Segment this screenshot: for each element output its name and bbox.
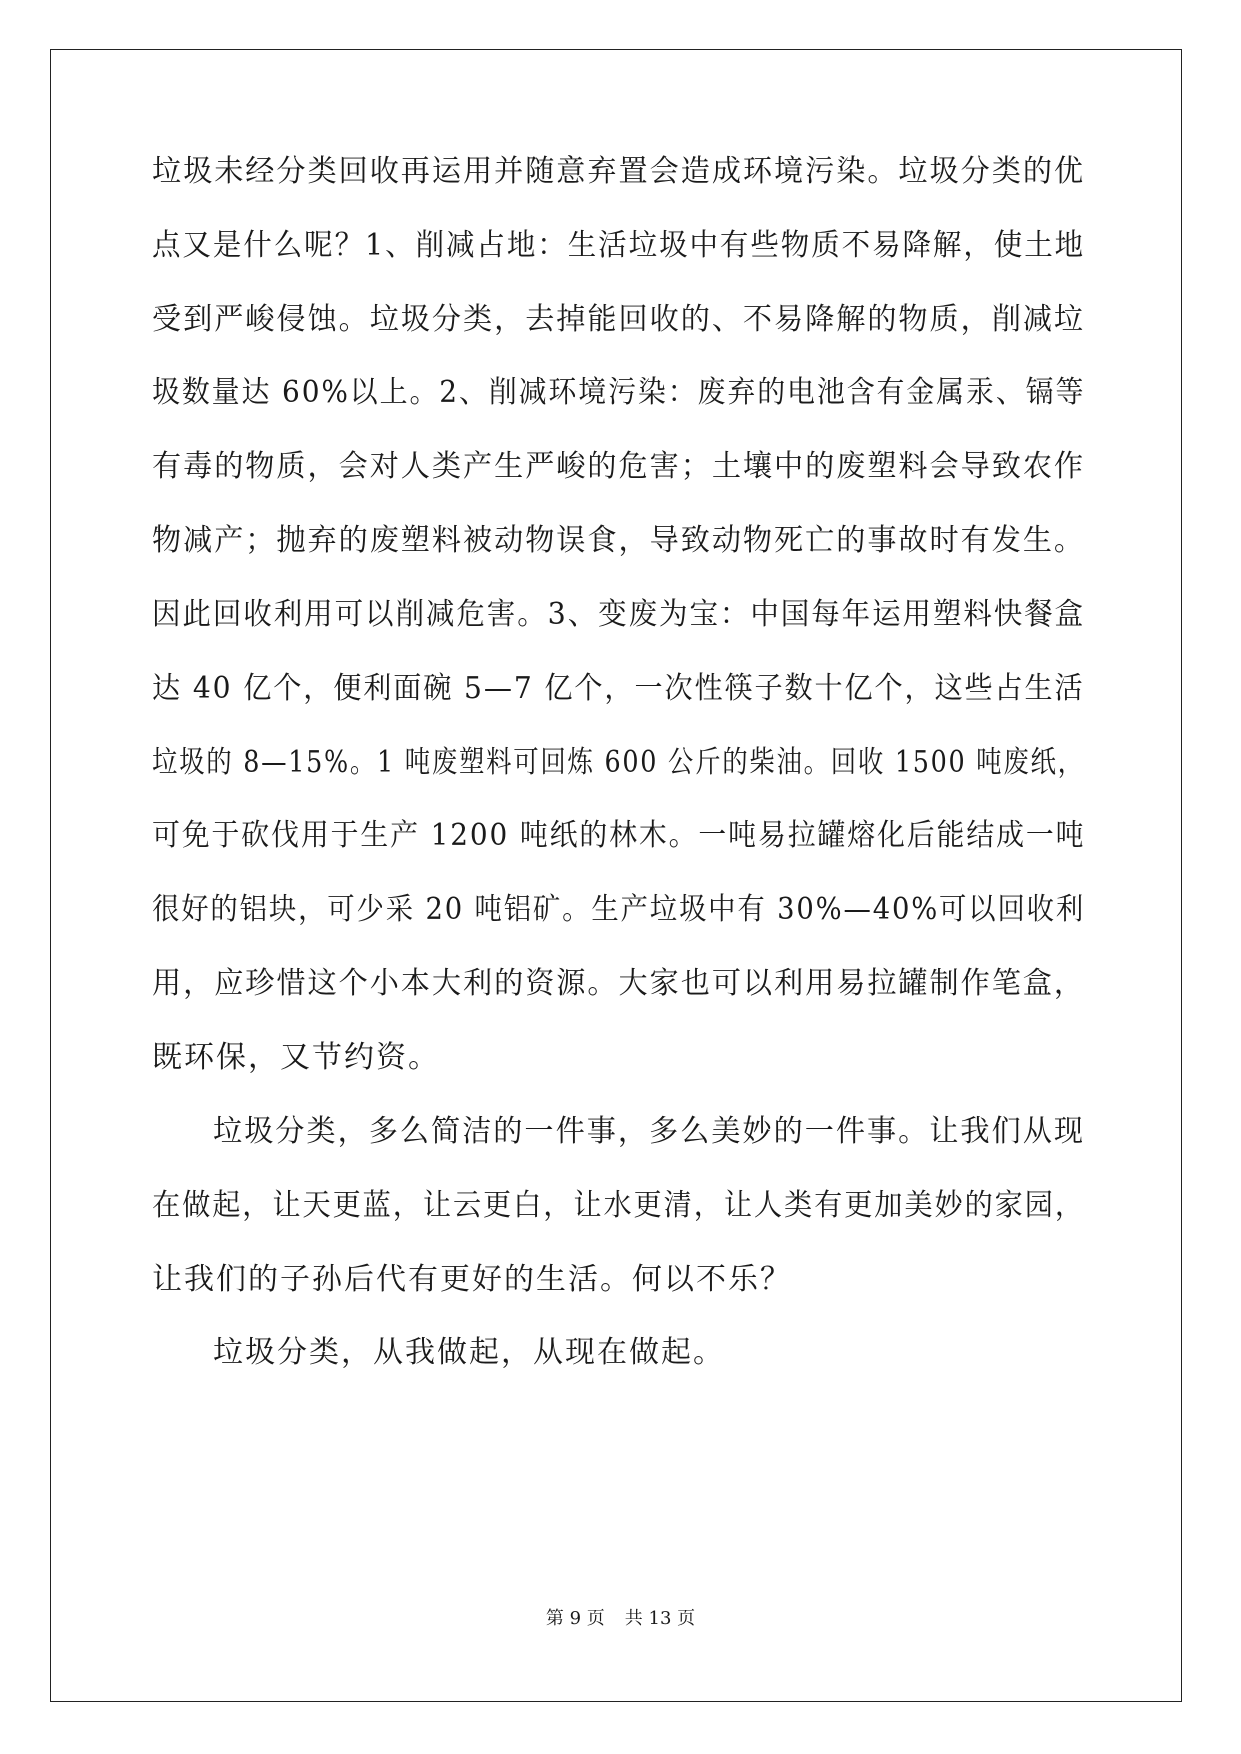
body-text-line: 达 40 亿个，便利面碗 5—7 亿个，一次性筷子数十亿个，这些占生活 bbox=[152, 671, 1085, 706]
page-border bbox=[50, 49, 1182, 1702]
body-text-line: 物减产；抛弃的废塑料被动物误食，导致动物死亡的事故时有发生。 bbox=[152, 523, 1086, 558]
page-number: 第 9 页 bbox=[545, 1608, 605, 1629]
body-text-line: 垃圾未经分类回收再运用并随意弃置会造成环境污染。垃圾分类的优 bbox=[152, 154, 1086, 189]
body-text-line: 用，应珍惜这个小本大利的资源。大家也可以利用易拉罐制作笔盒， bbox=[152, 966, 1086, 1001]
body-text-line: 垃圾的 8—15%。1 吨废塑料可回炼 600 公斤的柴油。回收 1500 吨废纸， bbox=[152, 745, 1085, 780]
body-text-line: 让我们的子孙后代有更好的生活。何以不乐？ bbox=[152, 1262, 792, 1297]
page-footer bbox=[0, 1607, 1241, 1631]
page-total: 共 13 页 bbox=[624, 1608, 696, 1629]
body-text-line: 可免于砍伐用于生产 1200 吨纸的林木。一吨易拉罐熔化后能结成一吨 bbox=[152, 818, 1086, 853]
body-text-line: 在做起，让天更蓝，让云更白，让水更清，让人类有更加美妙的家园， bbox=[152, 1188, 1085, 1223]
body-text-line: 很好的铝块，可少采 20 吨铝矿。生产垃圾中有 30%—40%可以回收利 bbox=[152, 892, 1086, 927]
body-text-line: 既环保，又节约资。 bbox=[152, 1040, 440, 1075]
body-text-line: 受到严峻侵蚀。垃圾分类，去掉能回收的、不易降解的物质，削减垃 bbox=[152, 302, 1086, 337]
body-text-line: 垃圾分类，从我做起，从现在做起。 bbox=[213, 1335, 725, 1370]
body-text-line: 点又是什么呢？1、削减占地：生活垃圾中有些物质不易降解，使土地 bbox=[152, 228, 1086, 263]
body-text-line: 圾数量达 60%以上。2、削减环境污染：废弃的电池含有金属汞、镉等 bbox=[152, 375, 1086, 410]
body-text-line: 因此回收利用可以削减危害。3、变废为宝：中国每年运用塑料快餐盒 bbox=[152, 597, 1086, 632]
body-text-line: 垃圾分类，多么简洁的一件事，多么美妙的一件事。让我们从现 bbox=[213, 1114, 1085, 1149]
body-text-line: 有毒的物质，会对人类产生严峻的危害；土壤中的废塑料会导致农作 bbox=[152, 449, 1086, 484]
